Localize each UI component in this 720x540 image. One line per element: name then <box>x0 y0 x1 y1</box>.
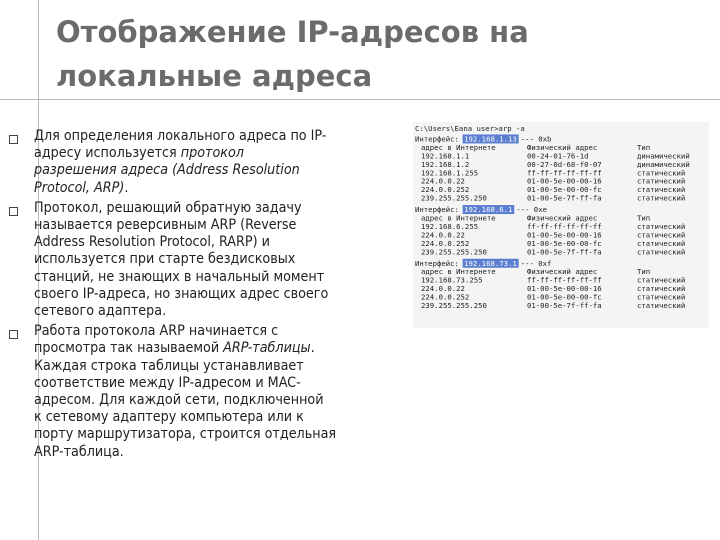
arp-table-cell: статический <box>637 230 686 240</box>
arp-column-header: адрес в Интернете <box>421 142 496 152</box>
arp-table-cell: 239.255.255.250 <box>421 247 487 257</box>
arp-table-cell: 00-27-0d-68-f0-07 <box>527 159 602 169</box>
arp-table-cell: 01-00-5e-00-00-fc <box>527 238 602 248</box>
interface-ip: 192.168.73.1 <box>464 258 517 268</box>
arp-table-screenshot <box>413 122 709 328</box>
text-run: Для определения локального адреса по IP- <box>34 128 327 144</box>
arp-table-cell: 00-24-01-76-1d <box>527 151 589 161</box>
interface-suffix: --- 0xb <box>520 134 552 144</box>
bullet-line <box>34 128 408 145</box>
bullet-line <box>34 162 408 179</box>
text-run: сетевого адаптера. <box>34 303 167 320</box>
bullet-line <box>34 200 408 217</box>
text-run: своего IP-адреса, но знающих адрес своего <box>34 285 329 302</box>
bullet-line <box>34 286 408 303</box>
bullet-item <box>8 323 408 461</box>
title-line: Отображение IP-адресов на <box>56 15 529 49</box>
bullet-line <box>34 323 408 340</box>
arp-table-cell: 01-00-5e-7f-ff-fa <box>527 247 602 257</box>
arp-table-cell: статический <box>637 247 686 257</box>
bullet-line <box>34 340 408 357</box>
arp-table-cell: статический <box>637 185 686 195</box>
arp-table-cell: ff-ff-ff-ff-ff-ff <box>527 275 602 285</box>
arp-table-cell: 01-00-5e-00-00-fc <box>527 185 602 195</box>
arp-table-cell: статический <box>637 176 686 186</box>
text-run: Каждая строка таблицы устанавливает <box>34 357 304 374</box>
arp-column-header: Физический адрес <box>527 213 598 223</box>
text-run: используется при старте бездисковых <box>34 251 296 268</box>
bullet-line <box>34 409 408 426</box>
arp-column-header: адрес в Интернете <box>421 267 496 277</box>
interface-ip: 192.168.6.1 <box>464 205 513 215</box>
arp-table-cell: 239.255.255.250 <box>421 301 487 310</box>
text-run: адресом. Для каждой сети, подключенной <box>34 392 324 409</box>
arp-table-cell: 192.168.73.255 <box>421 275 483 285</box>
bullet-line <box>34 444 408 461</box>
arp-table-cell: 224.0.0.252 <box>421 185 470 195</box>
arp-table-cell: статический <box>637 275 686 285</box>
bullet-line <box>34 180 408 197</box>
arp-table-cell: 192.168.1.2 <box>421 159 470 169</box>
arp-column-header: адрес в Интернете <box>421 213 496 223</box>
arp-table-cell: статический <box>637 301 686 310</box>
arp-table-cell: 224.0.0.252 <box>421 292 470 302</box>
text-run: адресу используется <box>34 145 181 162</box>
slide-title <box>56 10 696 98</box>
bullet-text <box>34 323 408 461</box>
arp-table-cell: динамический <box>637 159 690 169</box>
bullet-line <box>34 358 408 375</box>
arp-table-cell: статический <box>637 193 686 203</box>
text-run: разрешения адреса (Address Resolution <box>34 162 300 179</box>
interface-ip: 192.168.1.13 <box>464 134 517 144</box>
bullet-item <box>8 200 408 320</box>
arp-table-cell: 01-00-5e-00-00-16 <box>527 284 602 294</box>
interface-suffix: --- 0xe <box>516 205 548 215</box>
arp-table-cell: статический <box>637 238 686 248</box>
arp-table-cell: статический <box>637 284 686 294</box>
arp-table-cell: 192.168.1.255 <box>421 168 479 178</box>
arp-column-header: Тип <box>637 142 651 152</box>
interface-label: Интерфейс: <box>415 205 459 215</box>
bullet-text <box>34 128 408 197</box>
arp-console-output <box>413 122 709 328</box>
arp-table-cell: 224.0.0.252 <box>421 238 470 248</box>
text-run: просмотра так называемой <box>34 340 224 357</box>
text-run: Protocol, ARP) <box>34 179 125 196</box>
text-run: станций, не знающих в начальный момент <box>34 268 325 285</box>
arp-column-header: Физический адрес <box>527 142 598 152</box>
arp-table-cell: ff-ff-ff-ff-ff-ff <box>527 168 602 178</box>
arp-table-cell: статический <box>637 168 686 178</box>
bullet-line <box>34 426 408 443</box>
arp-table-cell: 224.0.0.22 <box>421 284 465 294</box>
bullet-line <box>34 392 408 409</box>
arp-table-cell: статический <box>637 221 686 231</box>
text-run: Протокол, решающий обратную задачу <box>34 199 302 216</box>
text-run: . <box>310 340 315 357</box>
text-run: . <box>124 179 129 196</box>
bullet-line <box>34 145 408 162</box>
bullet-line <box>34 303 408 320</box>
arp-table-cell: 01-00-5e-00-00-16 <box>527 230 602 240</box>
arp-table-cell: 01-00-5e-7f-ff-fa <box>527 301 602 310</box>
text-run: протокол <box>180 145 244 162</box>
bullet-square-icon <box>9 330 18 339</box>
arp-column-header: Тип <box>637 267 651 277</box>
bullet-item <box>8 128 408 197</box>
arp-table-cell: 224.0.0.22 <box>421 230 465 240</box>
bullet-line <box>34 217 408 234</box>
arp-table-cell: 239.255.255.250 <box>421 193 487 203</box>
arp-command-line: C:\Users\Eana user>arp -a <box>415 124 525 133</box>
arp-table-cell: 224.0.0.22 <box>421 176 465 186</box>
bullet-text <box>34 200 408 320</box>
arp-table-cell: 01-00-5e-7f-ff-fa <box>527 193 602 203</box>
text-run: к сетевому адаптеру компьютера или к <box>34 409 304 426</box>
title-line: локальные адреса <box>56 59 373 93</box>
arp-column-header: Тип <box>637 213 651 223</box>
text-run: называется реверсивным ARP (Reverse <box>34 217 297 234</box>
bullet-line <box>34 269 408 286</box>
text-run: порту маршрутизатора, строится отдельная <box>34 426 337 443</box>
arp-table-cell: динамический <box>637 151 690 161</box>
text-run: соответствие между IP-адресом и MAC- <box>34 374 301 391</box>
bullet-square-icon <box>9 135 18 144</box>
interface-label: Интерфейс: <box>415 258 459 268</box>
arp-table-cell: ff-ff-ff-ff-ff-ff <box>527 221 602 231</box>
bullet-list <box>8 128 408 464</box>
text-run: ARP-таблица. <box>34 443 124 460</box>
arp-table-cell: 01-00-5e-00-00-fc <box>527 292 602 302</box>
interface-label: Интерфейс: <box>415 134 459 144</box>
text-run: ARP-таблицы <box>223 340 311 357</box>
bullet-line <box>34 375 408 392</box>
bullet-line <box>34 234 408 251</box>
arp-table-cell: 01-00-5e-00-00-16 <box>527 176 602 186</box>
interface-suffix: --- 0xf <box>520 258 552 268</box>
arp-table-cell: 192.168.1.1 <box>421 151 470 161</box>
arp-column-header: Физический адрес <box>527 267 598 277</box>
text-run: Работа протокола ARP начинается с <box>34 323 279 340</box>
text-run: Address Resolution Protocol, RARP) и <box>34 234 270 251</box>
bullet-square-icon <box>9 207 18 216</box>
bullet-line <box>34 251 408 268</box>
arp-table-cell: статический <box>637 292 686 302</box>
horizontal-rule <box>0 99 720 100</box>
arp-table-cell: 192.168.6.255 <box>421 221 479 231</box>
